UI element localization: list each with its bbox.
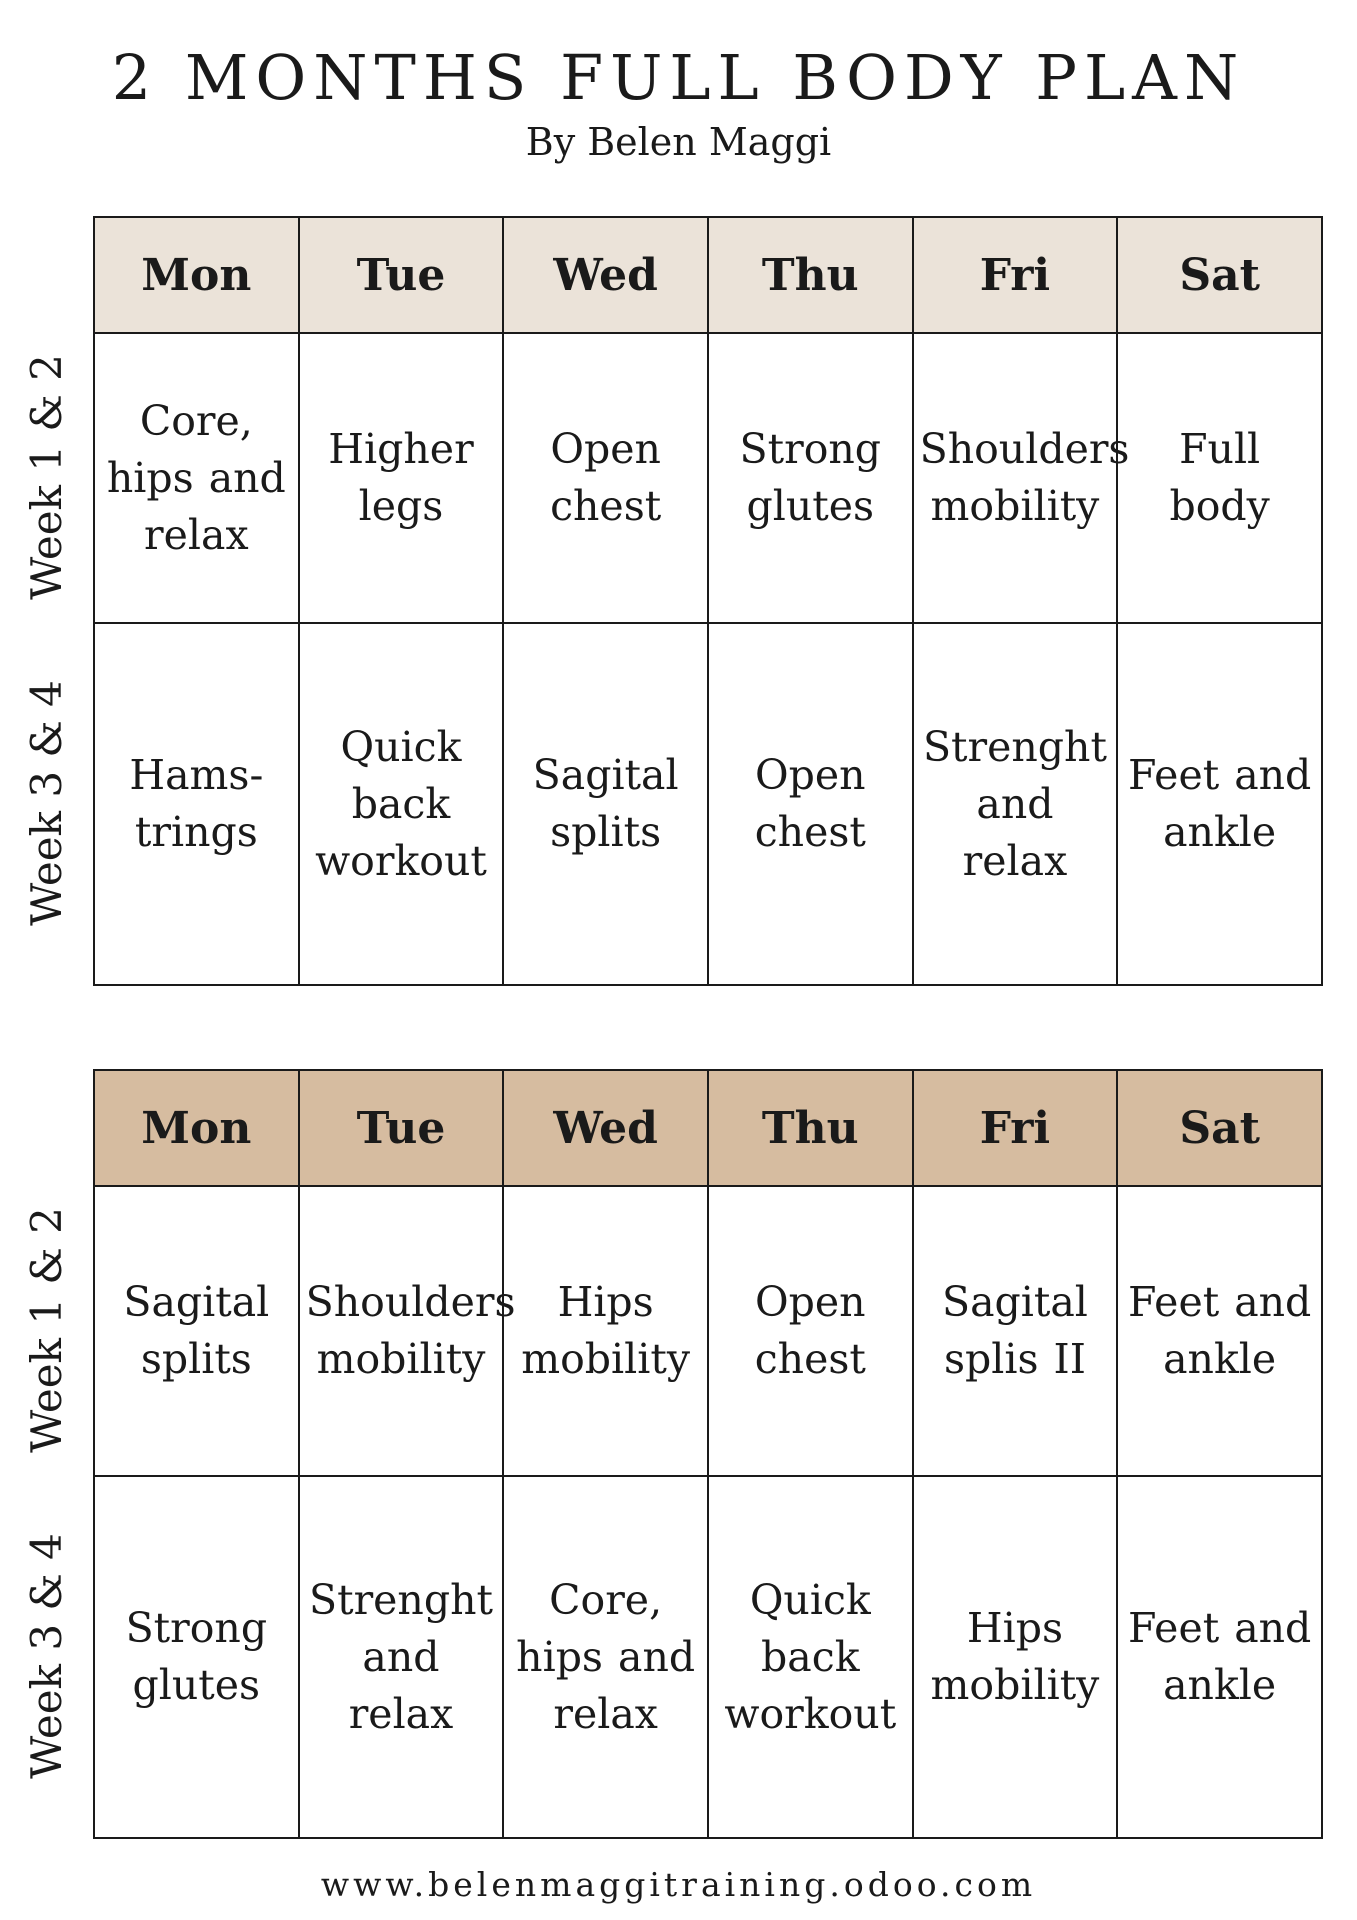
day-header: Fri	[913, 217, 1118, 333]
workout-cell: Open chest	[503, 333, 708, 623]
day-header-row	[94, 217, 1322, 333]
day-header: Sat	[1117, 1070, 1322, 1186]
plan-table-1	[22, 216, 1323, 986]
workout-cell: Quick back workout	[708, 1476, 913, 1838]
workout-cell: Open chest	[708, 1186, 913, 1476]
table-row	[94, 1186, 1322, 1476]
workout-cell: Sagital splis II	[913, 1186, 1118, 1476]
workout-cell: Strong glutes	[94, 1476, 299, 1838]
table-row	[94, 333, 1322, 623]
page-title: 2 MONTHS FULL BODY PLAN	[111, 41, 1246, 114]
workout-cell: Open chest	[708, 623, 913, 985]
week-label: Week 3 & 4	[22, 1533, 72, 1779]
day-header: Thu	[708, 217, 913, 333]
workout-cell: Strong glutes	[708, 333, 913, 623]
workout-cell: Hams- trings	[94, 623, 299, 985]
website-link[interactable]: www.belenmaggitraining.odoo.com	[320, 1865, 1037, 1904]
table-row	[94, 623, 1322, 985]
workout-cell: Core, hips and relax	[503, 1476, 708, 1838]
workout-cell: Feet and ankle	[1117, 1476, 1322, 1838]
workout-cell: Sagital splits	[503, 623, 708, 985]
day-header: Wed	[503, 217, 708, 333]
workout-cell: Strenght and relax	[913, 623, 1118, 985]
workout-cell: Hips mobility	[913, 1476, 1118, 1838]
workout-cell: Sagital splits	[94, 1186, 299, 1476]
workout-cell: Strenght and relax	[299, 1476, 504, 1838]
workout-cell: Hips mobility	[503, 1186, 708, 1476]
workout-cell: Higher legs	[299, 333, 504, 623]
week-label: Week 3 & 4	[22, 680, 72, 926]
day-header: Tue	[299, 217, 504, 333]
schedule-grid	[93, 216, 1323, 986]
day-header: Mon	[94, 1070, 299, 1186]
plan-table-2	[22, 1069, 1323, 1839]
day-header: Mon	[94, 217, 299, 333]
day-header: Fri	[913, 1070, 1118, 1186]
workout-cell: Shoulders mobility	[913, 333, 1118, 623]
table-row	[94, 1476, 1322, 1838]
day-header: Wed	[503, 1070, 708, 1186]
workout-cell: Full body	[1117, 333, 1322, 623]
workout-cell: Core, hips and relax	[94, 333, 299, 623]
workout-cell: Feet and ankle	[1117, 623, 1322, 985]
page-subtitle: By Belen Maggi	[525, 120, 832, 164]
day-header: Sat	[1117, 217, 1322, 333]
week-label: Week 1 & 2	[22, 1207, 72, 1453]
day-header: Thu	[708, 1070, 913, 1186]
workout-cell: Feet and ankle	[1117, 1186, 1322, 1476]
day-header-row	[94, 1070, 1322, 1186]
schedule-grid	[93, 1069, 1323, 1839]
week-label: Week 1 & 2	[22, 354, 72, 600]
workout-cell: Quick back workout	[299, 623, 504, 985]
workout-cell: Shoulders mobility	[299, 1186, 504, 1476]
day-header: Tue	[299, 1070, 504, 1186]
